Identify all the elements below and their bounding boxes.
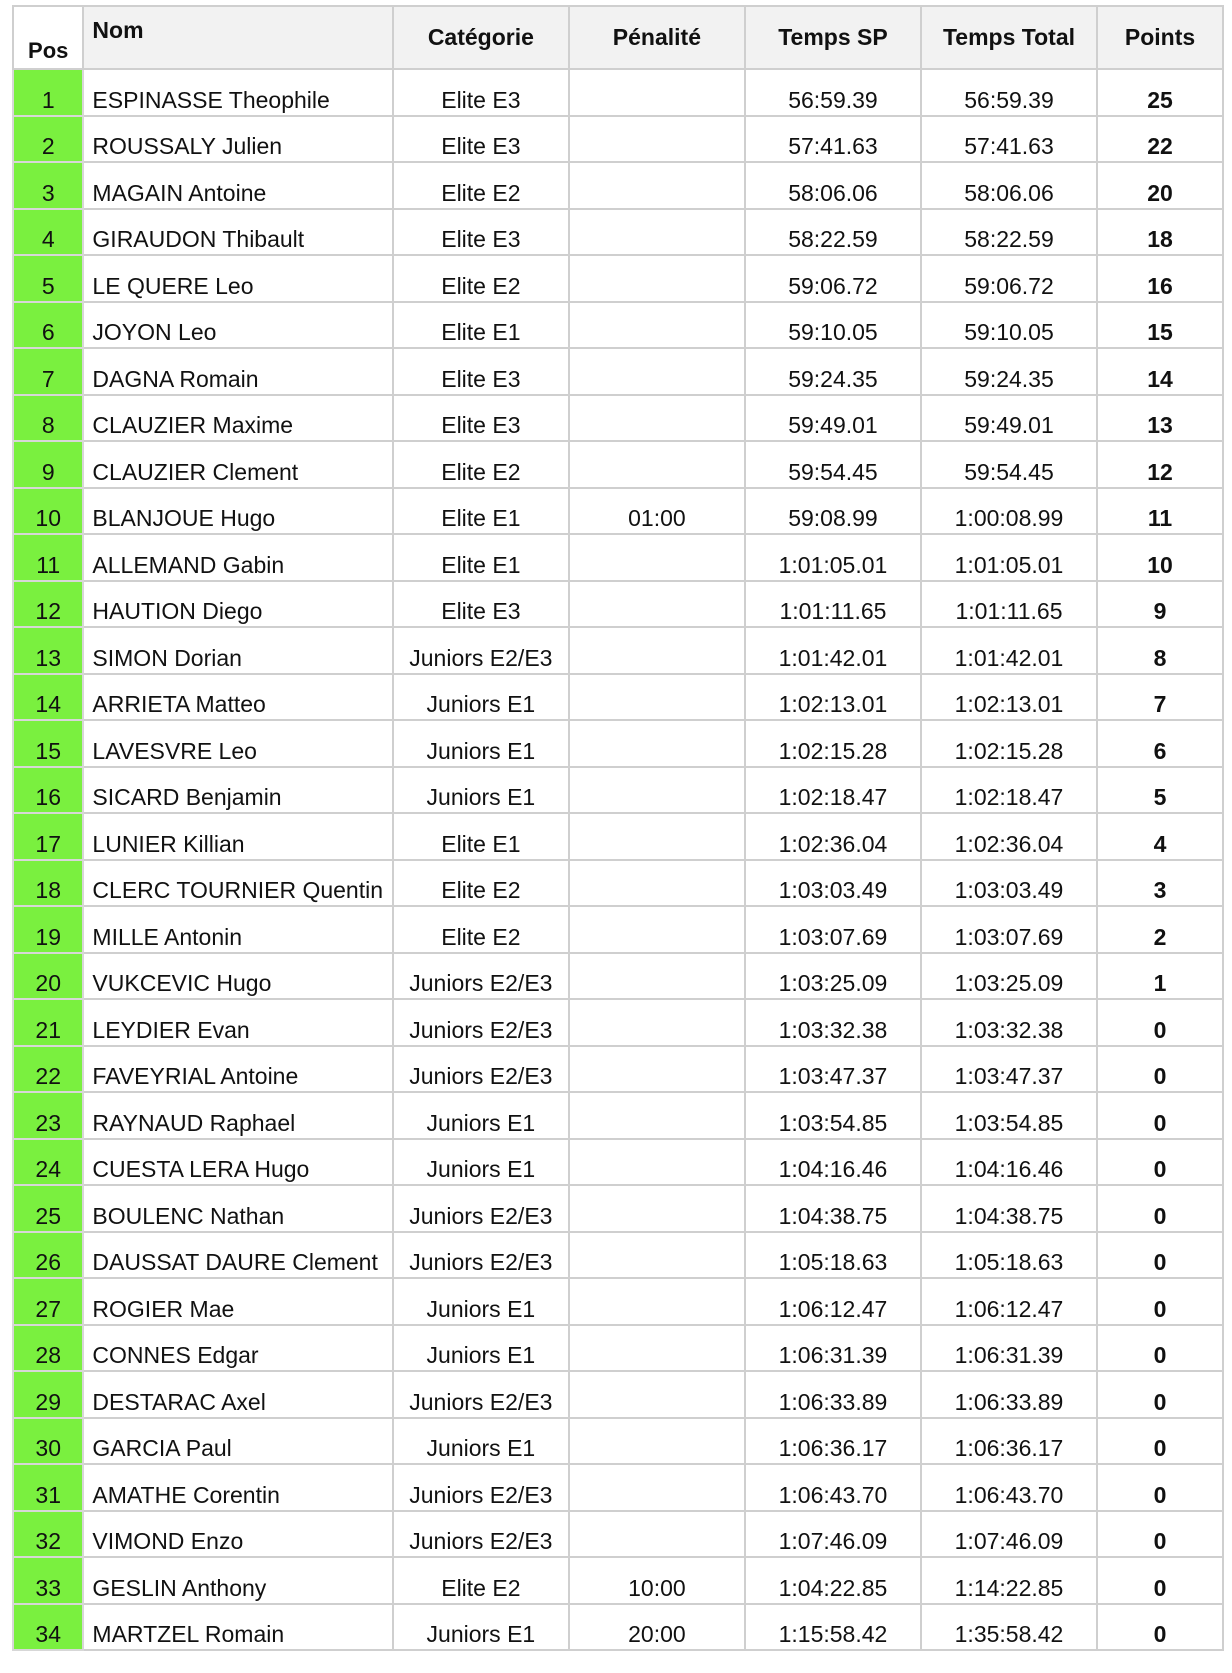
table-row (13, 720, 1223, 767)
cell-pos: 18 (13, 860, 83, 907)
cell-pos: 14 (13, 674, 83, 721)
cell-points: 0 (1097, 1371, 1223, 1418)
cell-temps-total: 58:22.59 (921, 209, 1097, 256)
cell-nom: SICARD Benjamin (83, 767, 392, 814)
cell-points: 4 (1097, 813, 1223, 860)
cell-points: 2 (1097, 906, 1223, 953)
cell-points: 9 (1097, 581, 1223, 628)
cell-temps-total: 56:59.39 (921, 69, 1097, 116)
cell-temps-total: 1:06:43.70 (921, 1464, 1097, 1511)
table-row (13, 1371, 1223, 1418)
cell-categorie: Elite E2 (393, 162, 569, 209)
cell-pos: 15 (13, 720, 83, 767)
cell-categorie: Juniors E2/E3 (393, 1185, 569, 1232)
table-row (13, 1278, 1223, 1325)
cell-temps-sp: 56:59.39 (745, 69, 921, 116)
cell-nom: FAVEYRIAL Antoine (83, 1046, 392, 1093)
cell-temps-total: 1:03:07.69 (921, 906, 1097, 953)
cell-categorie: Elite E3 (393, 116, 569, 163)
cell-points: 18 (1097, 209, 1223, 256)
cell-categorie: Elite E1 (393, 302, 569, 349)
table-row (13, 767, 1223, 814)
cell-categorie: Elite E1 (393, 534, 569, 581)
cell-temps-sp: 58:06.06 (745, 162, 921, 209)
cell-temps-total: 1:02:15.28 (921, 720, 1097, 767)
table-body (13, 69, 1223, 1650)
cell-pos: 6 (13, 302, 83, 349)
cell-points: 0 (1097, 1092, 1223, 1139)
cell-pos: 7 (13, 348, 83, 395)
cell-penalite (569, 1511, 745, 1558)
cell-penalite (569, 162, 745, 209)
cell-nom: CLERC TOURNIER Quentin (83, 860, 392, 907)
cell-pos: 20 (13, 953, 83, 1000)
cell-temps-sp: 59:10.05 (745, 302, 921, 349)
cell-pos: 26 (13, 1232, 83, 1279)
table-row (13, 1185, 1223, 1232)
cell-temps-sp: 1:06:31.39 (745, 1325, 921, 1372)
cell-temps-sp: 1:02:36.04 (745, 813, 921, 860)
cell-nom: BLANJOUE Hugo (83, 488, 392, 535)
cell-pos: 4 (13, 209, 83, 256)
cell-penalite (569, 674, 745, 721)
cell-pos: 12 (13, 581, 83, 628)
cell-pos: 29 (13, 1371, 83, 1418)
cell-categorie: Elite E3 (393, 581, 569, 628)
cell-categorie: Elite E2 (393, 255, 569, 302)
cell-points: 6 (1097, 720, 1223, 767)
table-row (13, 1418, 1223, 1465)
cell-pos: 24 (13, 1139, 83, 1186)
cell-categorie: Elite E2 (393, 441, 569, 488)
table-row (13, 860, 1223, 907)
cell-nom: DAUSSAT DAURE Clement (83, 1232, 392, 1279)
cell-temps-sp: 59:08.99 (745, 488, 921, 535)
cell-temps-sp: 1:02:13.01 (745, 674, 921, 721)
cell-pos: 2 (13, 116, 83, 163)
cell-penalite (569, 1139, 745, 1186)
cell-temps-total: 1:06:33.89 (921, 1371, 1097, 1418)
cell-points: 25 (1097, 69, 1223, 116)
cell-temps-sp: 1:03:32.38 (745, 999, 921, 1046)
cell-pos: 3 (13, 162, 83, 209)
table-row (13, 1092, 1223, 1139)
cell-nom: SIMON Dorian (83, 627, 392, 674)
cell-temps-sp: 58:22.59 (745, 209, 921, 256)
cell-categorie: Elite E3 (393, 348, 569, 395)
cell-categorie: Juniors E1 (393, 1278, 569, 1325)
cell-temps-sp: 59:49.01 (745, 395, 921, 442)
cell-penalite (569, 302, 745, 349)
cell-pos: 25 (13, 1185, 83, 1232)
table-row (13, 209, 1223, 256)
cell-points: 0 (1097, 1232, 1223, 1279)
cell-points: 8 (1097, 627, 1223, 674)
table-row (13, 1511, 1223, 1558)
cell-temps-sp: 1:02:18.47 (745, 767, 921, 814)
cell-points: 0 (1097, 1557, 1223, 1604)
header-temps-sp: Temps SP (745, 6, 921, 69)
cell-temps-total: 1:04:16.46 (921, 1139, 1097, 1186)
header-pos: Pos (13, 6, 83, 69)
cell-points: 0 (1097, 1046, 1223, 1093)
cell-temps-total: 1:35:58.42 (921, 1604, 1097, 1651)
cell-categorie: Juniors E1 (393, 767, 569, 814)
cell-temps-total: 59:54.45 (921, 441, 1097, 488)
cell-nom: CONNES Edgar (83, 1325, 392, 1372)
cell-temps-sp: 1:03:03.49 (745, 860, 921, 907)
cell-nom: ROGIER Mae (83, 1278, 392, 1325)
cell-points: 0 (1097, 1464, 1223, 1511)
cell-nom: GESLIN Anthony (83, 1557, 392, 1604)
cell-temps-total: 1:03:47.37 (921, 1046, 1097, 1093)
cell-penalite: 10:00 (569, 1557, 745, 1604)
cell-temps-total: 1:01:11.65 (921, 581, 1097, 628)
cell-points: 22 (1097, 116, 1223, 163)
cell-pos: 13 (13, 627, 83, 674)
cell-categorie: Elite E1 (393, 813, 569, 860)
cell-penalite (569, 1418, 745, 1465)
cell-pos: 27 (13, 1278, 83, 1325)
table-row (13, 348, 1223, 395)
cell-penalite (569, 1325, 745, 1372)
cell-points: 1 (1097, 953, 1223, 1000)
cell-penalite (569, 1046, 745, 1093)
cell-categorie: Juniors E2/E3 (393, 1464, 569, 1511)
cell-temps-total: 1:06:31.39 (921, 1325, 1097, 1372)
cell-nom: ALLEMAND Gabin (83, 534, 392, 581)
cell-temps-sp: 1:06:36.17 (745, 1418, 921, 1465)
cell-penalite (569, 1371, 745, 1418)
cell-nom: AMATHE Corentin (83, 1464, 392, 1511)
cell-penalite (569, 255, 745, 302)
cell-categorie: Juniors E1 (393, 720, 569, 767)
cell-points: 15 (1097, 302, 1223, 349)
cell-categorie: Juniors E2/E3 (393, 1371, 569, 1418)
cell-temps-total: 1:01:05.01 (921, 534, 1097, 581)
cell-temps-sp: 1:01:42.01 (745, 627, 921, 674)
cell-nom: LEYDIER Evan (83, 999, 392, 1046)
cell-temps-total: 58:06.06 (921, 162, 1097, 209)
table-row (13, 1557, 1223, 1604)
header-penalite: Pénalité (569, 6, 745, 69)
cell-pos: 5 (13, 255, 83, 302)
cell-points: 16 (1097, 255, 1223, 302)
cell-temps-sp: 1:01:05.01 (745, 534, 921, 581)
cell-temps-total: 1:02:36.04 (921, 813, 1097, 860)
cell-temps-sp: 1:06:33.89 (745, 1371, 921, 1418)
cell-temps-sp: 1:06:43.70 (745, 1464, 921, 1511)
cell-pos: 34 (13, 1604, 83, 1651)
table-row (13, 534, 1223, 581)
header-temps-total: Temps Total (921, 6, 1097, 69)
cell-points: 5 (1097, 767, 1223, 814)
header-row (13, 6, 1223, 69)
table-row (13, 488, 1223, 535)
cell-penalite (569, 999, 745, 1046)
cell-categorie: Elite E2 (393, 860, 569, 907)
cell-temps-total: 1:03:03.49 (921, 860, 1097, 907)
cell-points: 0 (1097, 1139, 1223, 1186)
cell-categorie: Juniors E1 (393, 1092, 569, 1139)
cell-nom: GIRAUDON Thibault (83, 209, 392, 256)
cell-nom: MAGAIN Antoine (83, 162, 392, 209)
cell-penalite (569, 348, 745, 395)
cell-temps-sp: 59:54.45 (745, 441, 921, 488)
cell-temps-sp: 1:03:07.69 (745, 906, 921, 953)
table-row (13, 69, 1223, 116)
cell-temps-total: 1:14:22.85 (921, 1557, 1097, 1604)
table-header (13, 6, 1223, 69)
cell-nom: DAGNA Romain (83, 348, 392, 395)
cell-penalite (569, 906, 745, 953)
cell-penalite (569, 1232, 745, 1279)
cell-points: 0 (1097, 1185, 1223, 1232)
table-row (13, 813, 1223, 860)
cell-nom: ESPINASSE Theophile (83, 69, 392, 116)
cell-points: 20 (1097, 162, 1223, 209)
cell-points: 3 (1097, 860, 1223, 907)
cell-pos: 17 (13, 813, 83, 860)
cell-pos: 22 (13, 1046, 83, 1093)
header-nom: Nom (83, 6, 392, 69)
cell-nom: GARCIA Paul (83, 1418, 392, 1465)
table-row (13, 441, 1223, 488)
cell-temps-sp: 1:06:12.47 (745, 1278, 921, 1325)
cell-categorie: Juniors E2/E3 (393, 953, 569, 1000)
cell-categorie: Juniors E1 (393, 1418, 569, 1465)
cell-categorie: Juniors E1 (393, 1604, 569, 1651)
table-row (13, 1232, 1223, 1279)
cell-penalite (569, 627, 745, 674)
cell-temps-sp: 59:24.35 (745, 348, 921, 395)
table-row (13, 581, 1223, 628)
cell-temps-total: 59:24.35 (921, 348, 1097, 395)
cell-temps-total: 1:03:32.38 (921, 999, 1097, 1046)
cell-temps-total: 1:06:36.17 (921, 1418, 1097, 1465)
cell-points: 0 (1097, 1325, 1223, 1372)
cell-points: 0 (1097, 999, 1223, 1046)
table-row (13, 1325, 1223, 1372)
cell-nom: ARRIETA Matteo (83, 674, 392, 721)
cell-categorie: Juniors E1 (393, 674, 569, 721)
header-categorie: Catégorie (393, 6, 569, 69)
cell-penalite (569, 860, 745, 907)
cell-temps-total: 1:07:46.09 (921, 1511, 1097, 1558)
cell-penalite (569, 1278, 745, 1325)
cell-categorie: Juniors E2/E3 (393, 1232, 569, 1279)
cell-temps-sp: 57:41.63 (745, 116, 921, 163)
cell-temps-sp: 1:04:38.75 (745, 1185, 921, 1232)
table-row (13, 1046, 1223, 1093)
cell-temps-total: 1:01:42.01 (921, 627, 1097, 674)
cell-penalite (569, 69, 745, 116)
cell-points: 0 (1097, 1418, 1223, 1465)
cell-nom: BOULENC Nathan (83, 1185, 392, 1232)
cell-categorie: Juniors E2/E3 (393, 1046, 569, 1093)
table-row (13, 999, 1223, 1046)
cell-temps-sp: 1:07:46.09 (745, 1511, 921, 1558)
cell-temps-sp: 1:03:25.09 (745, 953, 921, 1000)
cell-temps-total: 1:05:18.63 (921, 1232, 1097, 1279)
cell-penalite: 01:00 (569, 488, 745, 535)
table-row (13, 1139, 1223, 1186)
cell-points: 7 (1097, 674, 1223, 721)
cell-penalite (569, 581, 745, 628)
table-row (13, 255, 1223, 302)
table-row (13, 674, 1223, 721)
cell-pos: 33 (13, 1557, 83, 1604)
cell-points: 10 (1097, 534, 1223, 581)
cell-temps-sp: 1:04:22.85 (745, 1557, 921, 1604)
cell-nom: DESTARAC Axel (83, 1371, 392, 1418)
table-row (13, 395, 1223, 442)
cell-pos: 30 (13, 1418, 83, 1465)
cell-categorie: Elite E3 (393, 69, 569, 116)
cell-pos: 31 (13, 1464, 83, 1511)
cell-temps-sp: 59:06.72 (745, 255, 921, 302)
cell-pos: 8 (13, 395, 83, 442)
table-row (13, 116, 1223, 163)
cell-points: 0 (1097, 1604, 1223, 1651)
cell-nom: CLAUZIER Clement (83, 441, 392, 488)
cell-penalite (569, 953, 745, 1000)
cell-categorie: Juniors E1 (393, 1139, 569, 1186)
cell-temps-total: 1:03:54.85 (921, 1092, 1097, 1139)
cell-temps-sp: 1:02:15.28 (745, 720, 921, 767)
cell-temps-sp: 1:03:47.37 (745, 1046, 921, 1093)
cell-temps-sp: 1:04:16.46 (745, 1139, 921, 1186)
cell-nom: JOYON Leo (83, 302, 392, 349)
cell-points: 11 (1097, 488, 1223, 535)
cell-temps-total: 57:41.63 (921, 116, 1097, 163)
cell-categorie: Juniors E1 (393, 1325, 569, 1372)
cell-penalite (569, 720, 745, 767)
cell-temps-total: 59:10.05 (921, 302, 1097, 349)
cell-temps-total: 1:06:12.47 (921, 1278, 1097, 1325)
cell-pos: 9 (13, 441, 83, 488)
table-row (13, 1604, 1223, 1651)
cell-points: 12 (1097, 441, 1223, 488)
cell-penalite (569, 767, 745, 814)
cell-penalite: 20:00 (569, 1604, 745, 1651)
cell-pos: 16 (13, 767, 83, 814)
cell-points: 13 (1097, 395, 1223, 442)
cell-temps-total: 1:04:38.75 (921, 1185, 1097, 1232)
cell-categorie: Juniors E2/E3 (393, 999, 569, 1046)
cell-nom: LUNIER Killian (83, 813, 392, 860)
cell-penalite (569, 395, 745, 442)
cell-temps-sp: 1:03:54.85 (745, 1092, 921, 1139)
cell-temps-total: 59:06.72 (921, 255, 1097, 302)
cell-nom: LAVESVRE Leo (83, 720, 392, 767)
cell-points: 0 (1097, 1278, 1223, 1325)
cell-penalite (569, 1092, 745, 1139)
cell-penalite (569, 1464, 745, 1511)
cell-pos: 1 (13, 69, 83, 116)
cell-penalite (569, 813, 745, 860)
table-row (13, 906, 1223, 953)
table-row (13, 162, 1223, 209)
results-table (12, 5, 1224, 1651)
cell-temps-total: 1:00:08.99 (921, 488, 1097, 535)
cell-temps-total: 1:03:25.09 (921, 953, 1097, 1000)
header-points: Points (1097, 6, 1223, 69)
cell-points: 0 (1097, 1511, 1223, 1558)
cell-points: 14 (1097, 348, 1223, 395)
table-row (13, 302, 1223, 349)
cell-categorie: Elite E3 (393, 209, 569, 256)
cell-nom: LE QUERE Leo (83, 255, 392, 302)
cell-penalite (569, 534, 745, 581)
cell-penalite (569, 209, 745, 256)
cell-categorie: Juniors E2/E3 (393, 1511, 569, 1558)
cell-nom: VIMOND Enzo (83, 1511, 392, 1558)
cell-categorie: Elite E2 (393, 1557, 569, 1604)
cell-temps-total: 59:49.01 (921, 395, 1097, 442)
cell-penalite (569, 116, 745, 163)
cell-nom: CUESTA LERA Hugo (83, 1139, 392, 1186)
cell-temps-sp: 1:01:11.65 (745, 581, 921, 628)
cell-nom: ROUSSALY Julien (83, 116, 392, 163)
cell-temps-total: 1:02:13.01 (921, 674, 1097, 721)
cell-pos: 10 (13, 488, 83, 535)
cell-penalite (569, 441, 745, 488)
cell-pos: 19 (13, 906, 83, 953)
cell-pos: 11 (13, 534, 83, 581)
cell-categorie: Elite E2 (393, 906, 569, 953)
cell-pos: 28 (13, 1325, 83, 1372)
cell-pos: 21 (13, 999, 83, 1046)
cell-nom: MARTZEL Romain (83, 1604, 392, 1651)
cell-nom: VUKCEVIC Hugo (83, 953, 392, 1000)
cell-pos: 23 (13, 1092, 83, 1139)
cell-nom: HAUTION Diego (83, 581, 392, 628)
cell-categorie: Elite E3 (393, 395, 569, 442)
cell-temps-total: 1:02:18.47 (921, 767, 1097, 814)
cell-nom: RAYNAUD Raphael (83, 1092, 392, 1139)
table-row (13, 627, 1223, 674)
cell-categorie: Juniors E2/E3 (393, 627, 569, 674)
cell-temps-sp: 1:15:58.42 (745, 1604, 921, 1651)
cell-penalite (569, 1185, 745, 1232)
cell-categorie: Elite E1 (393, 488, 569, 535)
cell-nom: MILLE Antonin (83, 906, 392, 953)
cell-temps-sp: 1:05:18.63 (745, 1232, 921, 1279)
table-row (13, 1464, 1223, 1511)
cell-pos: 32 (13, 1511, 83, 1558)
table-row (13, 953, 1223, 1000)
cell-nom: CLAUZIER Maxime (83, 395, 392, 442)
